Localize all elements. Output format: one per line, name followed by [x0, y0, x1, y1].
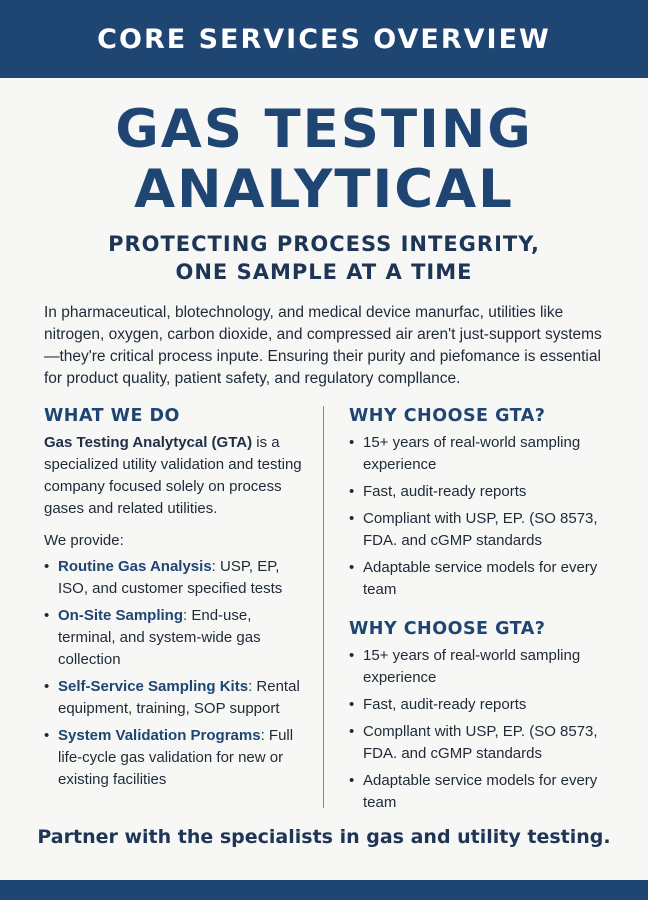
bullet-icon: • — [44, 727, 50, 744]
bullet-icon: • — [349, 647, 355, 664]
what-we-do-section — [44, 404, 312, 796]
why-item — [349, 694, 619, 716]
why-item-text: Fast, audit-ready reports — [363, 483, 527, 500]
bullet-icon: • — [44, 678, 50, 695]
bullet-icon: • — [349, 772, 355, 789]
title-line-2: ANALYTICAL — [134, 159, 514, 220]
why-choose-heading-repeat: WHY CHOOSE GTA? — [349, 619, 546, 639]
why-item — [349, 557, 619, 601]
why-item-text: Adaptable service models for every team — [363, 772, 598, 811]
service-name: On-Site Sampling — [58, 607, 184, 624]
why-choose-heading: WHY CHOOSE GTA? — [349, 406, 546, 426]
banner-title: CORE SERVICES OVERVIEW — [97, 23, 551, 55]
subtitle — [0, 230, 648, 286]
bullet-icon: • — [349, 483, 355, 500]
subtitle-line-2: ONE SAMPLE AT A TIME — [175, 260, 473, 284]
why-choose-list-repeat — [349, 645, 619, 814]
why-item — [349, 508, 619, 552]
company-description-text: is a specialized utility validation and testing company focused solely on process gases and related utilities. — [44, 434, 302, 517]
why-choose-section — [349, 404, 619, 819]
why-item-text: Compllant with USP, EP. (SO 8573, FDA. and cGMP standards — [363, 723, 598, 762]
bullet-icon: • — [349, 434, 355, 451]
main-title — [0, 100, 648, 220]
bullet-icon: • — [349, 696, 355, 713]
service-desc: : Rental equipment, training, SOP support — [58, 678, 300, 717]
why-item — [349, 645, 619, 689]
service-item — [44, 556, 312, 600]
why-item — [349, 432, 619, 476]
why-item — [349, 721, 619, 765]
provide-label: We provide: — [44, 532, 124, 549]
why-item — [349, 770, 619, 814]
services-list — [44, 556, 312, 791]
why-item-text: Adaptable service models for every team — [363, 559, 598, 598]
footer-tagline: Partner with the specialists in gas and utility testing. — [37, 826, 611, 848]
service-name: System Validation Programs — [58, 727, 261, 744]
service-item — [44, 676, 312, 720]
column-divider — [323, 406, 324, 808]
title-line-1: GAS TESTING — [115, 99, 533, 160]
what-we-do-heading: WHAT WE DO — [44, 406, 180, 426]
service-desc: : USP, EP, ISO, and customer specified tests — [58, 558, 283, 597]
header-banner — [0, 0, 648, 78]
company-description — [44, 432, 312, 520]
footer-bar — [0, 880, 648, 900]
service-item — [44, 725, 312, 791]
bullet-icon: • — [349, 559, 355, 576]
intro-paragraph: In pharmaceutical, blotechnology, and medical device manurfac, utilities like nitrogen, oxygen, carbon dioxide, and compressed air aren't just-support systems—they're critical process inpute. Ensuring their purity and piefomance is essential for product quality, patient safety, and regulatory compllance. — [44, 304, 602, 387]
bullet-icon: • — [349, 723, 355, 740]
why-item — [349, 481, 619, 503]
bullet-icon: • — [44, 607, 50, 624]
bullet-icon: • — [44, 558, 50, 575]
company-name: Gas Testing Analytycal (GTA) — [44, 434, 253, 451]
why-item-text: 15+ years of real-world sampling experience — [363, 647, 581, 686]
bullet-icon: • — [349, 510, 355, 527]
why-item-text: 15+ years of real-world sampling experience — [363, 434, 581, 473]
subtitle-line-1: PROTECTING PROCESS INTEGRITY, — [108, 232, 540, 256]
why-item-text: Compliant with USP, EP. (SO 8573, FDA. and cGMP standards — [363, 510, 598, 549]
service-name: Self-Service Sampling Kits — [58, 678, 249, 695]
service-desc: : Full life-cycle gas validation for new or existing facilities — [58, 727, 294, 788]
service-desc: : End-use, terminal, and system-wide gas collection — [58, 607, 261, 668]
why-item-text: Fast, audit-ready reports — [363, 696, 527, 713]
service-item — [44, 605, 312, 671]
why-choose-list — [349, 432, 619, 601]
service-name: Routine Gas Analysis — [58, 558, 212, 575]
